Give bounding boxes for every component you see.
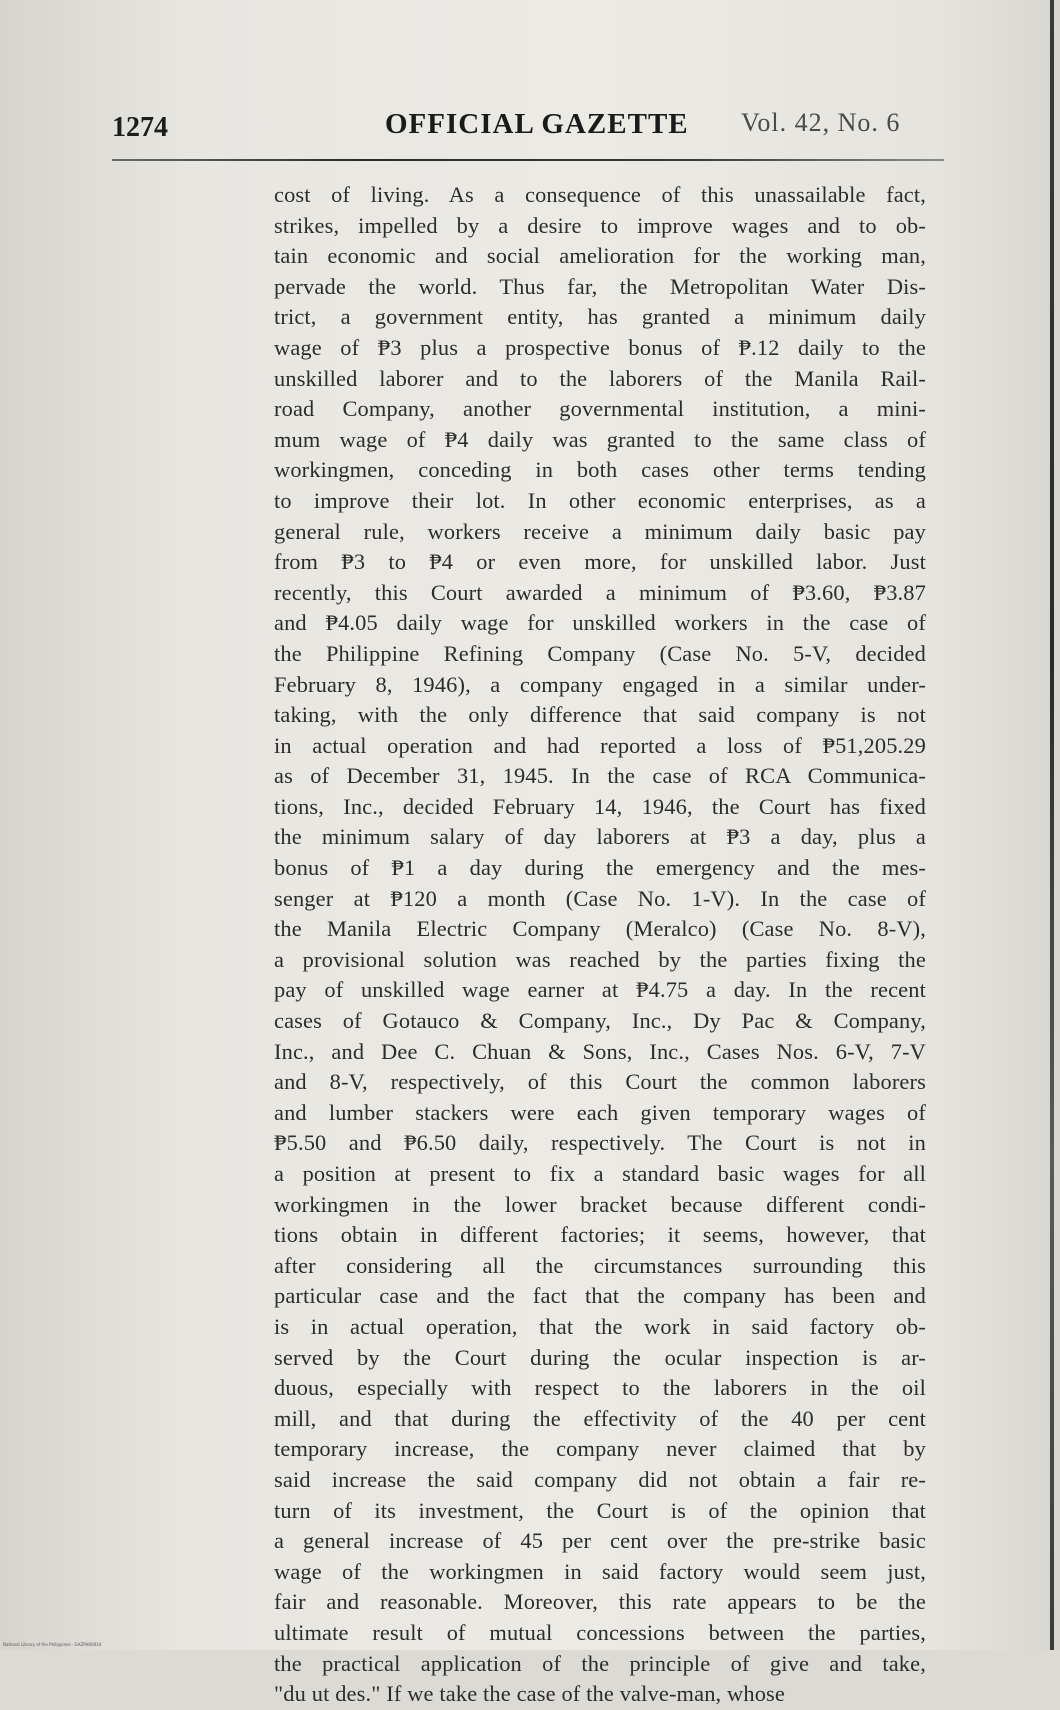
body-line: bonus of ₱1 a day during the emergency and the mes- <box>274 855 926 881</box>
body-line: said increase the said company did not obtain a fair re- <box>274 1466 926 1492</box>
body-line: wage of the workingmen in said factory would seem just, <box>274 1558 926 1584</box>
body-line: from ₱3 to ₱4 or even more, for unskilled labor. Just <box>274 549 926 575</box>
body-line: a general increase of 45 per cent over the pre-strike basic <box>274 1528 926 1554</box>
body-line: served by the Court during the ocular inspection is ar- <box>274 1344 926 1370</box>
body-line: pervade the world. Thus far, the Metropolitan Water Dis- <box>274 273 926 299</box>
body-line: the practical application of the principle of give and take, <box>274 1650 926 1676</box>
body-line: wage of ₱3 plus a prospective bonus of ₱.12 daily to the <box>274 334 926 360</box>
body-line: ₱5.50 and ₱6.50 daily, respectively. The Court is not in <box>274 1130 926 1156</box>
body-line: ultimate result of mutual concessions between the parties, <box>274 1619 926 1645</box>
body-line: to improve their lot. In other economic enterprises, as a <box>274 487 926 513</box>
body-line: fair and reasonable. Moreover, this rate appears to be the <box>274 1589 926 1615</box>
body-line: workingmen in the lower bracket because different condi- <box>274 1191 926 1217</box>
body-line: general rule, workers receive a minimum daily basic pay <box>274 518 926 544</box>
body-line: February 8, 1946), a company engaged in a similar under- <box>274 671 926 697</box>
page-edge-shadow <box>1050 0 1054 1650</box>
body-line: trict, a government entity, has granted a minimum daily <box>274 304 926 330</box>
body-line: recently, this Court awarded a minimum of ₱3.60, ₱3.87 <box>274 579 926 605</box>
body-line: mum wage of ₱4 daily was granted to the same class of <box>274 426 926 452</box>
body-line: cases of Gotauco & Company, Inc., Dy Pac & Company, <box>274 1008 926 1034</box>
body-line: is in actual operation, that the work in said factory ob- <box>274 1313 926 1339</box>
body-line: cost of living. As a consequence of this unassailable fact, <box>274 182 926 207</box>
body-line: a position at present to fix a standard basic wages for all <box>274 1161 926 1186</box>
body-line: tions, Inc., decided February 14, 1946, the Court has fixed <box>274 793 926 819</box>
body-line: and 8-V, respectively, of this Court the common laborers <box>274 1069 926 1095</box>
publication-title: OFFICIAL GAZETTE <box>385 108 689 140</box>
page-header <box>0 108 1060 152</box>
body-line: and ₱4.05 daily wage for unskilled workers in the case of <box>274 610 926 636</box>
body-line: temporary increase, the company never claimed that by <box>274 1436 926 1462</box>
body-line: road Company, another governmental institution, a mini- <box>274 396 926 422</box>
body-line: strikes, impelled by a desire to improve wages and to ob- <box>274 212 926 238</box>
body-line: particular case and the fact that the company has been and <box>274 1283 926 1309</box>
body-line: tions obtain in different factories; it seems, however, that <box>274 1222 926 1248</box>
page-number: 1274 <box>112 112 168 143</box>
body-line: workingmen, conceding in both cases other terms tending <box>274 457 926 483</box>
header-rule <box>112 159 944 161</box>
body-line: taking, with the only difference that said company is not <box>274 702 926 728</box>
body-line: after considering all the circumstances surrounding this <box>274 1252 926 1278</box>
body-line: senger at ₱120 a month (Case No. 1-V). In the case of <box>274 885 926 911</box>
body-line: in actual operation and had reported a loss of ₱51,205.29 <box>274 732 926 758</box>
volume-number: Vol. 42, No. 6 <box>741 108 901 137</box>
body-line: unskilled laborer and to the laborers of the Manila Rail- <box>274 365 926 391</box>
scan-source-mark: National Library of the Philippines · GAZPH00034 <box>3 1642 102 1647</box>
body-line: the minimum salary of day laborers at ₱3 a day, plus a <box>274 824 926 850</box>
body-line: the Manila Electric Company (Meralco) (Case No. 8-V), <box>274 916 926 942</box>
body-line: turn of its investment, the Court is of the opinion that <box>274 1497 926 1523</box>
body-text <box>274 180 926 1710</box>
body-line: pay of unskilled wage earner at ₱4.75 a day. In the recent <box>274 977 926 1003</box>
body-line: as of December 31, 1945. In the case of RCA Communica- <box>274 763 926 789</box>
body-line: Inc., and Dee C. Chuan & Sons, Inc., Cases Nos. 6-V, 7-V <box>274 1038 926 1064</box>
body-line: and lumber stackers were each given temporary wages of <box>274 1099 926 1125</box>
body-line: a provisional solution was reached by the parties fixing the <box>274 946 926 972</box>
body-line: the Philippine Refining Company (Case No. 5-V, decided <box>274 640 926 666</box>
body-line: duous, especially with respect to the laborers in the oil <box>274 1375 926 1401</box>
body-line: tain economic and social amelioration for the working man, <box>274 243 926 269</box>
body-line: mill, and that during the effectivity of the 40 per cent <box>274 1405 926 1431</box>
body-line: "du ut des." If we take the case of the valve-man, whose <box>274 1681 786 1707</box>
